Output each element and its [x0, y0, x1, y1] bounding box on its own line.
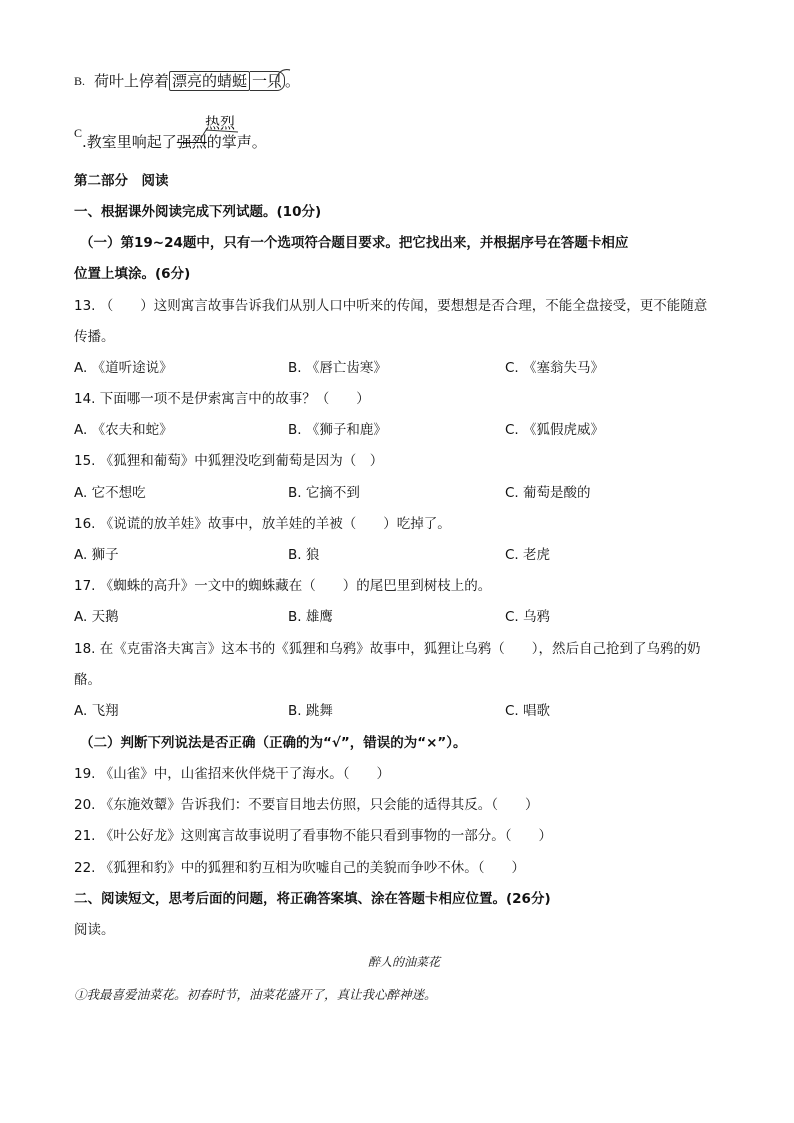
- question-18-option-a[interactable]: A. 飞翔: [74, 703, 119, 719]
- question-15-stem: 15. 《狐狸和葡萄》中狐狸没吃到葡萄是因为（ ）: [74, 453, 384, 469]
- question-16-stem: 16. 《说谎的放羊娃》故事中，放羊娃的羊被（ ）吃掉了。: [74, 516, 451, 532]
- option-c-struck-word: 强烈: [176, 133, 207, 151]
- question-18-stem-cont: 酪。: [74, 672, 101, 688]
- option-c-text-post: 的掌声。: [206, 133, 267, 151]
- option-c-text-pre: .教室里响起了: [82, 133, 177, 151]
- part-two-heading: 二、阅读短文，思考后面的问题，将正确答案填、涂在答题卡相应位置。(26分): [74, 891, 551, 907]
- question-13-stem: 13. （ ）这则寓言故事告诉我们从别人口中听来的传闻，要想想是否合理，不能全盘接受，更不能随意: [74, 298, 708, 314]
- question-15-option-b[interactable]: B. 它摘不到: [288, 485, 360, 501]
- option-b-label: B.: [74, 74, 86, 88]
- part-one-heading: 一、根据课外阅读完成下列试题。(10分): [74, 204, 322, 220]
- question-17-option-b[interactable]: B. 雄鹰: [288, 609, 333, 625]
- option-b-circled-phrase: 漂亮的蜻蜓: [169, 71, 250, 91]
- question-17-option-c[interactable]: C. 乌鸦: [505, 609, 551, 625]
- option-b-text-pre: 荷叶上停着: [94, 72, 170, 90]
- question-16-option-a[interactable]: A. 狮子: [74, 547, 119, 563]
- question-18-option-c[interactable]: C. 唱歌: [505, 703, 551, 719]
- option-b-moved-phrase: 一只: [250, 71, 285, 91]
- question-14-stem: 14. 下面哪一项不是伊索寓言中的故事？（ ）: [74, 391, 370, 407]
- sub-two-instruction: （二）判断下列说法是否正确（正确的为“√”，错误的为“×”）。: [80, 735, 467, 751]
- question-13-option-b[interactable]: B. 《唇亡齿寒》: [288, 360, 387, 376]
- sub-one-instruction-line1: （一）第19~24题中，只有一个选项符合题目要求。把它找出来，并根据序号在答题卡相应: [80, 235, 629, 251]
- question-14-option-a[interactable]: A. 《农夫和蛇》: [74, 422, 173, 438]
- question-13-option-c[interactable]: C. 《塞翁失马》: [505, 360, 605, 376]
- question-15-option-c[interactable]: C. 葡萄是酸的: [505, 485, 591, 501]
- question-13-option-a[interactable]: A. 《道听途说》: [74, 360, 173, 376]
- question-13-stem-cont: 传播。: [74, 329, 115, 345]
- option-c-label: C: [74, 126, 83, 140]
- judgment-20: 20. 《东施效颦》告诉我们：不要盲目地去仿照，只会能的适得其反。（ ）: [74, 797, 539, 813]
- passage-paragraph-1: ①我最喜爱油菜花。初春时节，油菜花盛开了，真让我心醉神迷。: [74, 987, 437, 1002]
- option-b-text-end: 。: [285, 72, 301, 90]
- sub-one-instruction-line2: 位置上填涂。(6分): [74, 266, 191, 282]
- question-15-option-a[interactable]: A. 它不想吃: [74, 485, 146, 501]
- question-16-option-c[interactable]: C. 老虎: [505, 547, 551, 563]
- option-b-sentence: [94, 70, 300, 91]
- question-17-stem: 17. 《蜘蛛的高升》一文中的蜘蛛藏在（ ）的尾巴里到树枝上的。: [74, 578, 492, 594]
- question-14-option-c[interactable]: C. 《狐假虎威》: [505, 422, 605, 438]
- question-18-stem: 18. 在《克雷洛夫寓言》这本书的《狐狸和乌鸦》故事中，狐狸让乌鸦（ ），然后自己抢到了乌鸦的奶: [74, 641, 701, 657]
- judgment-21: 21. 《叶公好龙》这则寓言故事说明了看事物不能只看到事物的一部分。（ ）: [74, 828, 553, 844]
- question-14-option-b[interactable]: B. 《狮子和鹿》: [288, 422, 387, 438]
- question-17-option-a[interactable]: A. 天鹅: [74, 609, 119, 625]
- judgment-19: 19. 《山雀》中，山雀招来伙伴烧干了海水。（ ）: [74, 766, 391, 782]
- section-title: 第二部分 阅读: [74, 173, 169, 189]
- passage-title: 醉人的油菜花: [368, 955, 441, 969]
- option-c-insert-word: 热烈: [205, 114, 236, 132]
- reading-label: 阅读。: [74, 922, 115, 938]
- question-16-option-b[interactable]: B. 狼: [288, 547, 320, 563]
- option-c-sentence: [82, 131, 267, 152]
- question-18-option-b[interactable]: B. 跳舞: [288, 703, 333, 719]
- judgment-22: 22. 《狐狸和豹》中的狐狸和豹互相为吹嘘自己的美貌而争吵不休。（ ）: [74, 860, 526, 876]
